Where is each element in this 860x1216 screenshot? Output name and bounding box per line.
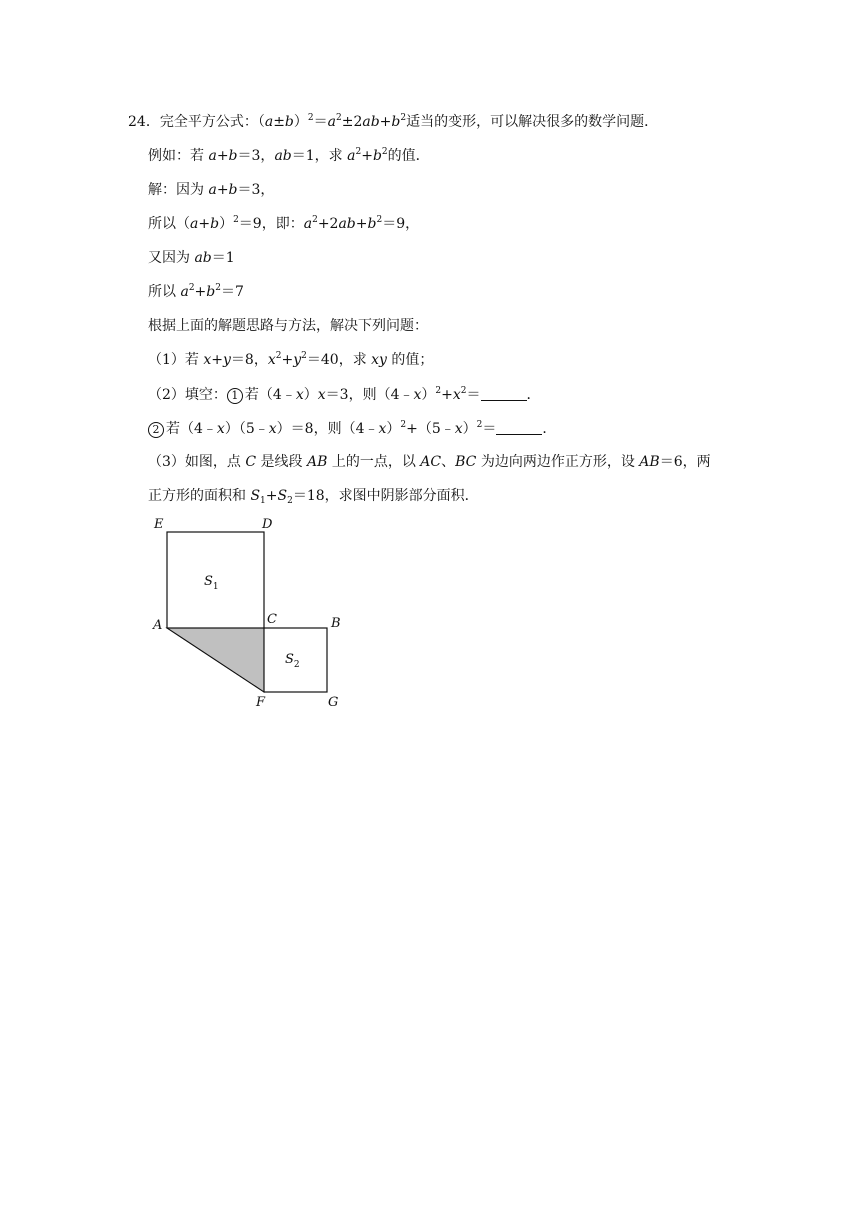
example-line-1: 例如：若 a+b＝3，ab＝1，求 $a^2+b^2$的值． bbox=[148, 147, 430, 164]
label-c: C bbox=[267, 612, 277, 627]
answer-blank-2[interactable] bbox=[496, 420, 542, 435]
question-2-part-1: （2）填空： 1 若（4﹣x）x＝3，则$(4﹣x)^2+x^2=$ ． bbox=[148, 386, 541, 403]
question-1: （1）若 x+y＝8，$x^2+y^2=40$，求 xy 的值； bbox=[148, 351, 434, 368]
example-line-4: 又因为 ab＝1 bbox=[148, 250, 235, 266]
problem-number: 24． bbox=[128, 114, 160, 130]
label-g: G bbox=[328, 695, 339, 710]
problem-intro: 24．完全平方公式：$(a\pm b)^2=a^2\pm 2ab+b^2$适当的变形，可以解决很多的数学问题． bbox=[128, 113, 659, 130]
example-line-5: 所以 $a^2+b^2=7$ bbox=[148, 283, 244, 300]
example-line-6: 根据上面的解题思路与方法，解决下列问题： bbox=[148, 318, 428, 334]
label-b: B bbox=[331, 616, 341, 631]
question-2-part-2: 2 若（4﹣x）（5﹣x）＝8，则（4﹣x）$^2$+（5﹣x）$^2$＝ ． bbox=[148, 419, 556, 439]
label-d: D bbox=[262, 517, 273, 532]
label-f: F bbox=[256, 695, 266, 710]
circled-number-2: 2 bbox=[148, 422, 164, 438]
label-e: E bbox=[154, 517, 164, 532]
label-s1: $S_1$ bbox=[204, 574, 219, 592]
label-a: A bbox=[153, 618, 163, 633]
example-line-3: 所以$(a+b)^2=9$，即：$a^2+2ab+b^2=9$， bbox=[148, 215, 420, 232]
geometry-svg bbox=[150, 512, 360, 712]
square-s1 bbox=[167, 532, 264, 628]
label-s2: $S_2$ bbox=[285, 652, 300, 670]
example-line-2: 解：因为 a+b＝3， bbox=[148, 182, 275, 198]
circled-number-1: 1 bbox=[227, 388, 243, 404]
answer-blank-1[interactable] bbox=[481, 386, 527, 401]
question-3-line-1: （3）如图，点 C 是线段 AB 上的一点，以 AC、BC 为边向两边作正方形，设 AB＝6，两 bbox=[148, 454, 711, 470]
geometry-figure bbox=[150, 512, 360, 716]
question-3-line-2: 正方形的面积和 $S_1+S_2=18$，求图中阴影部分面积． bbox=[148, 488, 479, 506]
